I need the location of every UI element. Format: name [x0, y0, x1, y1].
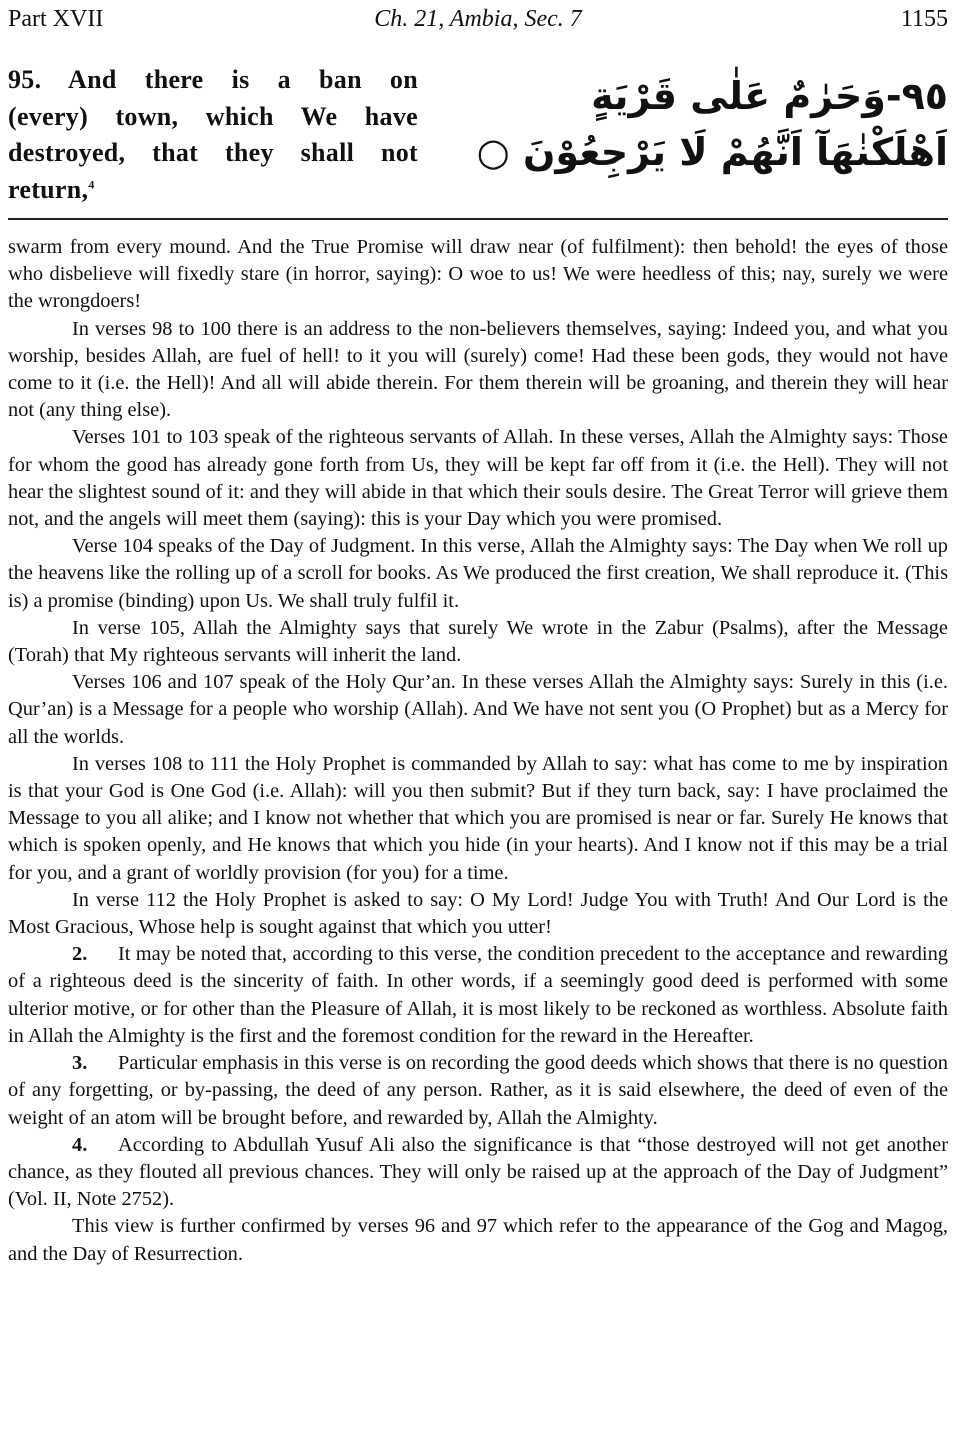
footnote-2: [8, 941, 948, 1050]
arabic-verse: [476, 68, 948, 180]
closing-paragraph: This view is further confirmed by verses 96 and 97 which refer to the appearance of the Gog and Magog, and the Day of Resurrection.: [8, 1215, 948, 1265]
commentary-paragraph: In verse 105, Allah the Almighty says that surely We wrote in the Zabur (Psalms), after the Message (Torah) that My righteous servants will inherit the land.: [8, 616, 948, 667]
verse-line: (every) town, which We have: [8, 101, 418, 131]
footnote-number: 2.: [72, 943, 88, 966]
footnote-text: It may be noted that, according to this verse, the condition precedent to the acceptance and rewarding of a righteous deed is the sincerity of faith. In other words, if a seemingly good deed is performed with some ulterior motive, or for other than the Pleasure of Allah, it is most likely to be reckoned as worthless. Absolute faith in Allah the Almighty is the first and the foremost condition for the reward in the Hereafter.: [8, 943, 948, 1047]
arabic-line: اَهْلَكْنٰهَآ اَنَّهُمْ لَا يَرْجِعُوْنَ ○: [476, 130, 948, 174]
divider-rule: [8, 218, 948, 220]
commentary-paragraph: Verses 106 and 107 speak of the Holy Qur’an. In these verses Allah the Almighty says: Surely in this (i.e. Qur’an) is a Message for a people who worship (Allah). And We have not sent you (O Prophet) but as a Mercy for all the worlds.: [8, 671, 948, 748]
verse-line: return,: [8, 174, 89, 204]
arabic-line: ٩٥-وَحَرٰمٌ عَلٰى قَرْيَةٍ: [591, 74, 948, 118]
commentary-paragraph: In verse 112 the Holy Prophet is asked to say: O My Lord! Judge You with Truth! And Our Lord is the Most Gracious, Whose help is sought against that which you utter!: [8, 888, 948, 939]
verse-translation: [8, 62, 418, 208]
commentary-paragraph: Verses 101 to 103 speak of the righteous servants of Allah. In these verses, Allah the Almighty says: Those for whom the good has already gone forth from Us, they will be kept far off from it (i.e. the Hell). They will not hear the slightest sound of it: and they will abide in that which their souls desire. The Great Terror will grieve them not, and the angels will meet them (saying): this is your Day which you were promised.: [8, 426, 948, 531]
commentary-paragraph: In verses 98 to 100 there is an address to the non-believers themselves, saying: Indeed you, and what you worship, besides Allah, are fuel of hell! to it you will (surely) come! Had these been gods, they would not have come to it (i.e. the Hell)! And all will abide therein. For them therein will be groaning, and therein they will hear not (any thing else).: [8, 317, 948, 422]
verse-line: destroyed, that they shall not: [8, 138, 418, 167]
verse-line: 95. And there is a ban on: [8, 65, 418, 94]
footnote-text: Particular emphasis in this verse is on recording the good deeds which shows that there is no question of any forgetting, or by-passing, the deed of any person. Rather, as it is said elsewhere, the deed of even of the weight of an atom will be brought before, and rewarded by, Allah the Almighty.: [8, 1052, 948, 1129]
footnote-3: [8, 1050, 948, 1132]
footnote-number: 4.: [72, 1133, 88, 1156]
footnote-4: [8, 1132, 948, 1214]
verse-block: [8, 62, 948, 212]
footnote-number: 3.: [72, 1052, 88, 1075]
page-number: 1155: [900, 6, 948, 32]
commentary-paragraph: In verses 108 to 111 the Holy Prophet is commanded by Allah to say: what has come to me by inspiration is that your God is One God (i.e. Allah): will you then submit? But if they turn back, say: I have proclaimed the Message to you all alike; and I know not whether that which you are promised is near or far. Surely He knows that which is spoken openly, and He knows that which you hide (in your hearts). And I know not if this may be a trial for you, and a grant of worldly provision (for you) for a time.: [8, 752, 948, 884]
commentary-body: [8, 234, 948, 1268]
running-head: [8, 6, 948, 36]
part-label: Part XVII: [8, 6, 104, 32]
footnote-ref: 4: [88, 176, 95, 191]
verse-line-last: [8, 172, 418, 209]
commentary-paragraph: swarm from every mound. And the True Promise will draw near (of fulfilment): then behold! the eyes of those who disbelieve will fixedly stare (in horror, saying): O woe to us! We were heedless of this; nay, surely we were the wrongdoers!: [8, 236, 948, 313]
commentary-paragraph: Verse 104 speaks of the Day of Judgment. In this verse, Allah the Almighty says: The Day when We roll up the heavens like the rolling up of a scroll for books. As We produced the first creation, We shall reproduce it. (This is) a promise (binding) upon Us. We shall truly fulfil it.: [8, 535, 948, 612]
footnote-text: According to Abdullah Yusuf Ali also the significance is that “those destroyed will not get another chance, as they flouted all previous chances. They will only be raised up at the approach of the Day of Judgment” (Vol. II, Note 2752).: [8, 1133, 948, 1211]
chapter-title: Ch. 21, Ambia, Sec. 7: [374, 6, 582, 32]
